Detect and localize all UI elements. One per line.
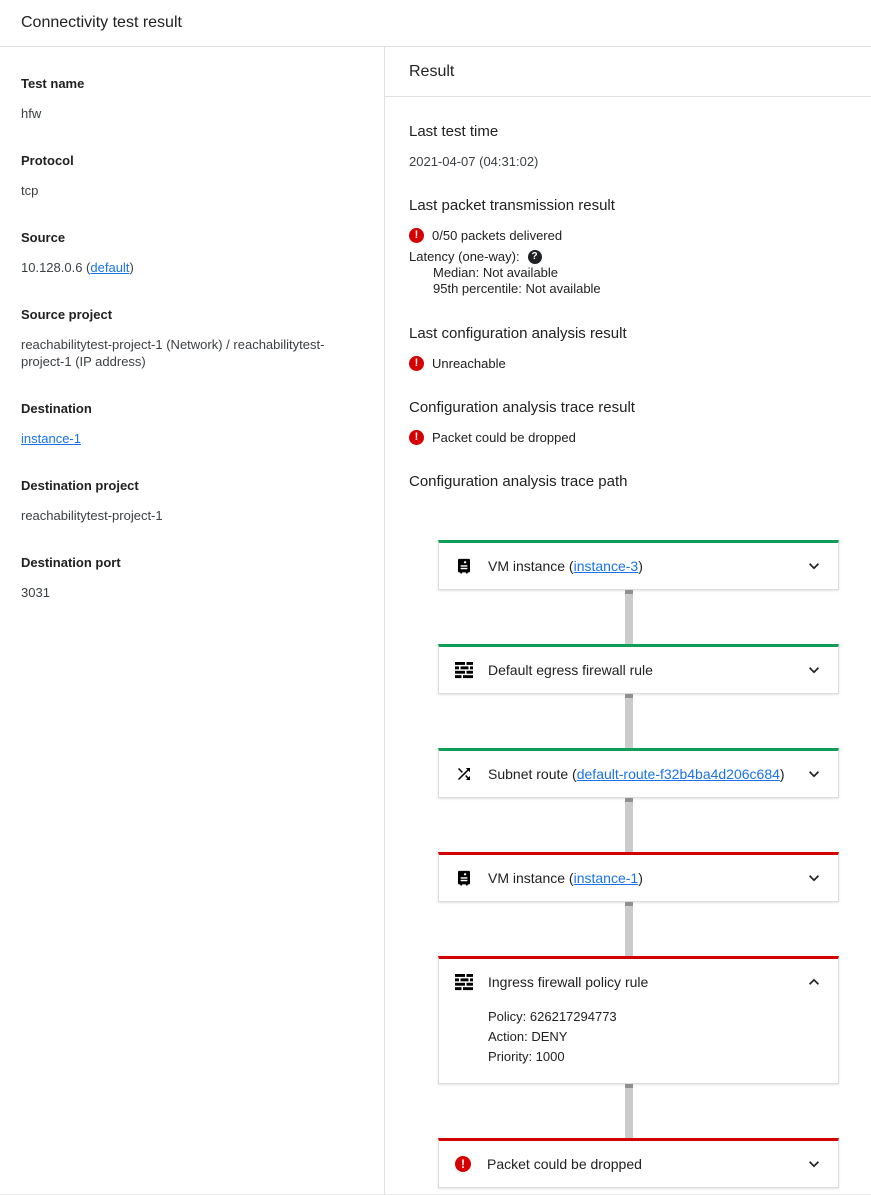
trace-step-header[interactable]: [439, 751, 838, 797]
latency-label: Latency (one-way):: [409, 249, 520, 264]
trace-step-vm-instance-3: [438, 540, 839, 590]
trace-step-title: [488, 558, 804, 574]
packet-status-row: [409, 228, 847, 243]
latency-percentile: 95th percentile: Not available: [433, 281, 601, 296]
trace-path-heading: Configuration analysis trace path: [409, 473, 628, 490]
trace-step-packet-dropped: [438, 1138, 839, 1188]
trace-result-heading: Configuration analysis trace result: [409, 399, 635, 416]
config-analysis-heading: Last configuration analysis result: [409, 325, 627, 342]
chevron-down-icon[interactable]: [804, 660, 824, 680]
default-route-link[interactable]: default-route-f32b4ba4d206c684: [576, 766, 780, 782]
instance-3-link[interactable]: instance-3: [573, 558, 639, 574]
last-test-time-block: [409, 123, 847, 169]
trace-step-header[interactable]: [439, 647, 838, 693]
trace-connector: [625, 694, 633, 748]
test-name-section: [21, 76, 360, 122]
chevron-down-icon[interactable]: [804, 764, 824, 784]
trace-step-title: [488, 766, 804, 782]
chevron-down-icon[interactable]: [804, 556, 824, 576]
latency-line: [409, 248, 847, 265]
title-prefix: VM instance (: [488, 870, 574, 886]
destination-value: [21, 430, 360, 447]
trace-result-status-text: Packet could be dropped: [432, 430, 576, 445]
page-title: Connectivity test result: [21, 14, 182, 31]
trace-step-ingress-firewall-policy: [438, 956, 839, 1084]
test-name-value: hfw: [21, 106, 42, 121]
chevron-up-icon[interactable]: [804, 972, 824, 992]
source-value-suffix: ): [129, 260, 134, 275]
trace-result-status-row: [409, 430, 847, 445]
result-body: [385, 97, 871, 1188]
title-prefix: Subnet route (: [488, 766, 577, 782]
test-name-label: Test name: [21, 76, 85, 91]
destination-label: Destination: [21, 401, 92, 416]
error-icon: !: [409, 228, 424, 243]
content: [0, 47, 871, 1194]
trace-step-title: Packet could be dropped: [487, 1156, 642, 1172]
trace-step-header[interactable]: [439, 1141, 838, 1187]
trace-path-diagram: [438, 540, 839, 1188]
result-header: [385, 47, 871, 97]
title-suffix: ): [638, 558, 643, 574]
trace-connector: [625, 1084, 633, 1138]
chevron-down-icon[interactable]: [804, 868, 824, 888]
destination-port-label: Destination port: [21, 555, 121, 570]
error-icon: !: [455, 1156, 471, 1172]
error-icon: !: [409, 430, 424, 445]
instance-1-link[interactable]: instance-1: [573, 870, 639, 886]
trace-step-header[interactable]: [439, 959, 838, 1005]
firewall-icon: [455, 661, 473, 679]
test-summary-panel: [0, 47, 385, 1194]
title-suffix: ): [779, 766, 785, 782]
protocol-section: [21, 153, 360, 199]
trace-step-egress-firewall: [438, 644, 839, 694]
trace-connector: [625, 590, 633, 644]
chevron-down-icon[interactable]: [804, 1154, 824, 1174]
trace-step-header[interactable]: [439, 543, 838, 589]
destination-port-section: [21, 555, 360, 601]
destination-instance-link[interactable]: instance-1: [21, 431, 81, 446]
trace-result-block: [409, 399, 847, 445]
trace-step-header[interactable]: [439, 855, 838, 901]
error-icon: !: [409, 356, 424, 371]
last-test-time-value: 2021-04-07 (04:31:02): [409, 154, 539, 169]
destination-port-value: 3031: [21, 585, 50, 600]
source-label: Source: [21, 230, 66, 245]
priority-detail: Priority: 1000: [488, 1049, 565, 1064]
destination-project-section: [21, 478, 360, 524]
trace-step-vm-instance-1: [438, 852, 839, 902]
config-analysis-status-text: Unreachable: [432, 356, 506, 371]
destination-project-value: reachabilitytest-project-1: [21, 508, 163, 523]
firewall-icon: [455, 973, 473, 991]
source-project-value: reachabilitytest-project-1 (Network) / reachabilitytest-project-1 (IP address): [21, 337, 325, 369]
packet-transmission-block: [409, 197, 847, 297]
protocol-label: Protocol: [21, 153, 74, 168]
vm-instance-icon: [455, 869, 473, 887]
source-value: [21, 259, 360, 276]
result-title: Result: [409, 62, 455, 80]
trace-step-title: Default egress firewall rule: [488, 662, 653, 678]
trace-connector: [625, 798, 633, 852]
latency-median: Median: Not available: [433, 265, 559, 280]
title-suffix: ): [638, 870, 643, 886]
route-icon: [455, 765, 473, 783]
title-prefix: VM instance (: [488, 558, 574, 574]
policy-detail: Policy: 626217294773: [488, 1009, 617, 1024]
trace-step-details: [439, 1005, 838, 1083]
config-analysis-status-row: [409, 356, 847, 371]
packet-transmission-heading: Last packet transmission result: [409, 197, 615, 214]
source-section: [21, 230, 360, 276]
packet-status-text: 0/50 packets delivered: [432, 228, 563, 243]
action-detail: Action: DENY: [488, 1029, 568, 1044]
config-analysis-block: [409, 325, 847, 371]
destination-project-label: Destination project: [21, 478, 139, 493]
trace-connector: [625, 902, 633, 956]
source-project-label: Source project: [21, 307, 113, 322]
trace-step-title: [488, 870, 804, 886]
source-network-link[interactable]: default: [90, 260, 130, 275]
destination-section: [21, 401, 360, 447]
result-panel: [385, 47, 871, 1194]
trace-step-title: Ingress firewall policy rule: [488, 974, 649, 990]
source-project-section: [21, 307, 360, 370]
protocol-value: tcp: [21, 183, 39, 198]
last-test-time-heading: Last test time: [409, 123, 499, 140]
trace-path-block: [409, 473, 847, 1188]
app-header: [0, 0, 871, 47]
vm-instance-icon: [455, 557, 473, 575]
trace-step-subnet-route: [438, 748, 839, 798]
help-icon[interactable]: ?: [528, 250, 542, 264]
source-value-prefix: 10.128.0.6 (: [21, 260, 91, 275]
